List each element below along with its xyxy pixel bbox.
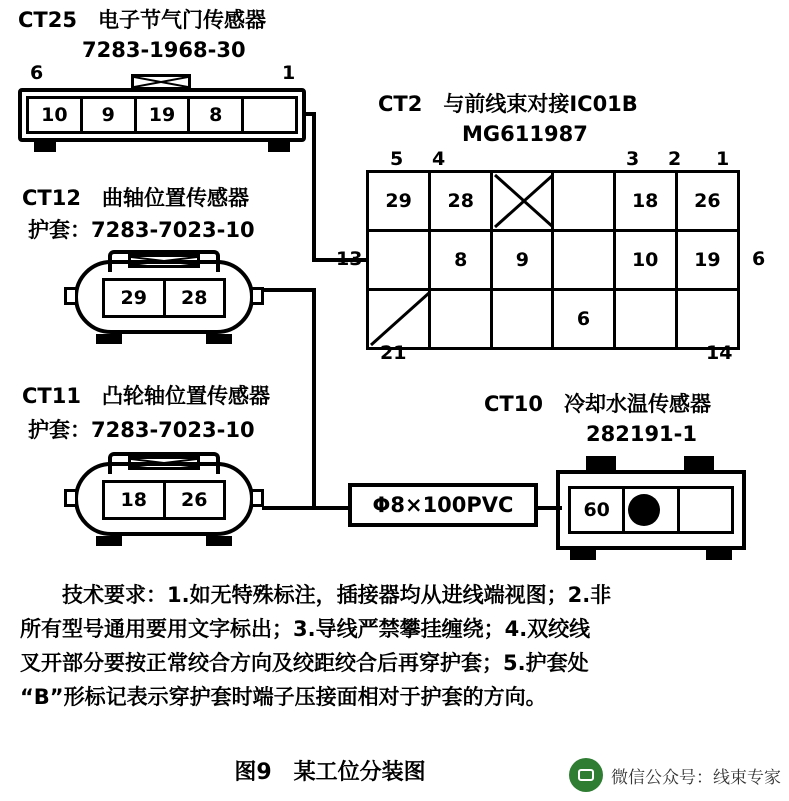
ct12-left-ear: [64, 287, 78, 305]
ct25-foot: [268, 142, 290, 152]
ct2-cell: [553, 231, 614, 290]
ct12-cover: 护套：7283-7023-10: [28, 218, 255, 242]
ct11-connector: [74, 452, 254, 536]
ct11-foot: [206, 536, 232, 546]
ct2-cell: [492, 290, 553, 349]
ct2-cell: 8: [430, 231, 492, 290]
note-line: 所有型号通用要用文字标出；3.导线严禁攀挂缠绕；4.双绞线: [20, 617, 591, 641]
ct12-cell: 29: [102, 278, 163, 318]
ct12-foot: [96, 334, 122, 344]
ct2-top-label: 4: [432, 148, 446, 170]
ct11-right-ear: [250, 489, 264, 507]
ct2-grid-row: [368, 231, 739, 290]
ct2-cell: 29: [368, 172, 430, 231]
wire-ct12-to-trunk: [262, 288, 314, 292]
ct2-cell-keyed: [368, 290, 430, 349]
ct10-cell: [677, 486, 734, 534]
ct25-cell: [241, 96, 298, 134]
ct2-top-label: 2: [668, 148, 682, 170]
wire-trunk-vertical: [312, 112, 316, 262]
ct10-foot: [570, 550, 596, 560]
wire-pvc-to-ct10: [534, 506, 562, 510]
figure-caption: 图9 某工位分装图: [234, 760, 426, 785]
ct12-foot: [206, 334, 232, 344]
ct2-top-label: 1: [716, 148, 730, 170]
ct12-connector: [74, 250, 254, 334]
ct12-cell: 28: [163, 278, 227, 318]
ct10-foot: [706, 550, 732, 560]
ct12-pin-cells: [102, 278, 226, 318]
ct25-cell: 8: [187, 96, 241, 134]
note-line: 技术要求：1.如无特殊标注，插接器均从进线端视图；2.非: [20, 583, 612, 607]
ct2-cell: [368, 231, 430, 290]
ct11-left-ear: [64, 489, 78, 507]
wire-trunk-to-ct2: [312, 258, 368, 262]
ct25-cell: 19: [134, 96, 188, 134]
ct10-title: CT10 冷却水温传感器: [484, 392, 711, 416]
ct2-cell: 26: [676, 172, 738, 231]
ct25-title: CT25 电子节气门传感器: [18, 8, 266, 32]
note-line: 叉开部分要按正常绞合方向及绞距绞合后再穿护套；5.护套处: [20, 651, 589, 675]
ct25-pin-cells: [26, 96, 298, 134]
ct2-cell: 18: [614, 172, 676, 231]
ct11-cell: 18: [102, 480, 163, 520]
ct2-cell: [430, 290, 492, 349]
ct2-cell: 28: [430, 172, 492, 231]
ct2-bottom-right-label: 14: [706, 342, 733, 364]
ct10-prong: [586, 456, 616, 470]
ct12-title: CT12 曲轴位置传感器: [22, 186, 249, 210]
ct2-cell-latch: [492, 172, 553, 231]
ct2-cell: 9: [492, 231, 553, 290]
ct25-pin-left-label: 6: [30, 62, 44, 84]
ct2-part-number: MG611987: [462, 122, 588, 146]
ct11-title: CT11 凸轮轴位置传感器: [22, 384, 270, 408]
ct10-part-number: 282191-1: [586, 422, 697, 446]
ct2-pin-grid: [366, 170, 740, 340]
ct10-cell: 60: [568, 486, 622, 534]
watermark: [569, 758, 781, 792]
pvc-sleeve-label: Φ8×100PVC: [348, 483, 538, 527]
ct2-cell: [676, 290, 738, 349]
ct10-prong: [684, 456, 714, 470]
note-line: “B”形标记表示穿护套时端子压接面相对于护套的方向。: [20, 685, 547, 709]
ct2-cell: [553, 172, 614, 231]
ct11-cell: 26: [163, 480, 227, 520]
ct2-title: CT2 与前线束对接IC01B: [378, 92, 638, 116]
wire-ct11-to-pvc: [262, 506, 352, 510]
ct11-cover: 护套：7283-7023-10: [28, 418, 255, 442]
technical-requirements: [20, 578, 770, 714]
ct2-grid-row: [368, 290, 739, 349]
ct10-terminal-dot: [628, 494, 660, 526]
ct25-cell: 10: [26, 96, 80, 134]
ct25-cell: 9: [80, 96, 134, 134]
ct25-foot: [34, 142, 56, 152]
ct25-part-number: 7283-1968-30: [82, 38, 246, 62]
ct2-cell: 10: [614, 231, 676, 290]
ct2-grid-row: [368, 172, 739, 231]
ct2-top-label: 5: [390, 148, 404, 170]
ct2-right-label: 6: [752, 248, 766, 270]
ct25-pin-right-label: 1: [282, 62, 296, 84]
wechat-icon: [569, 758, 603, 792]
ct2-cell: 19: [676, 231, 738, 290]
ct11-foot: [96, 536, 122, 546]
ct2-bottom-left-label: 21: [380, 342, 407, 364]
watermark-text: 微信公众号：线束专家: [611, 767, 781, 788]
ct2-top-label: 3: [626, 148, 640, 170]
wire-trunk-lower: [312, 288, 316, 510]
ct11-pin-cells: [102, 480, 226, 520]
ct2-cell: [614, 290, 676, 349]
ct2-cell: 6: [553, 290, 614, 349]
